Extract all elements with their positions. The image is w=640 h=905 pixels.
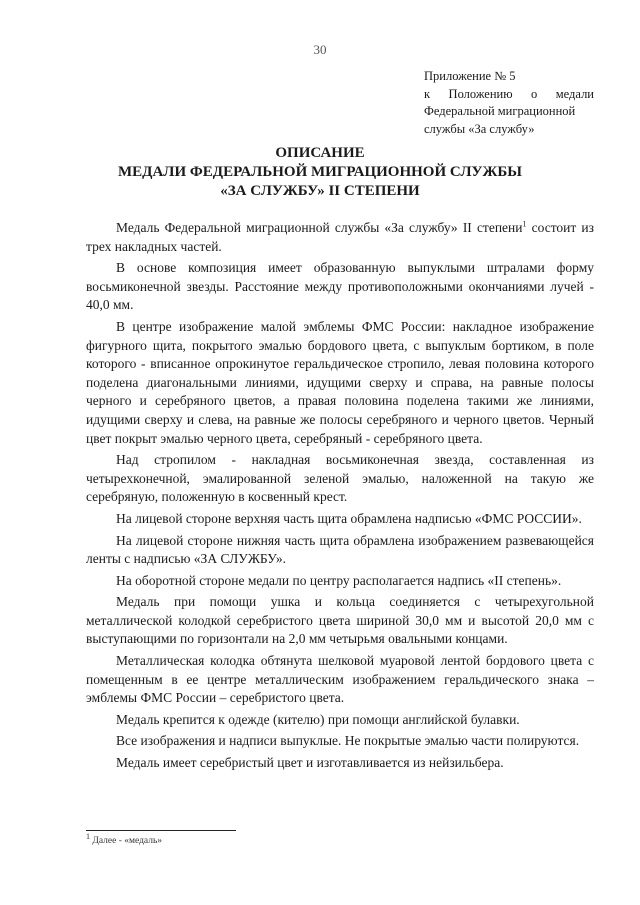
paragraph: Медаль при помощи ушка и кольца соединяется с четырехугольной металлической колодкой серебристого цвета шириной 30,0 мм и высотой 20,0 мм с выступающими по горизонтали на 2,0 мм четырьмя овальными концами. xyxy=(86,594,594,647)
footnote-text: Далее - «медаль» xyxy=(92,836,163,846)
paragraph-text: Медаль Федеральной миграционной службы «За службу» II степени xyxy=(116,220,523,235)
paragraph: Над стропилом - накладная восьмиконечная звезда, составленная из четырехконечной, эмалированной зеленой эмалью, наложенной на такую же серебряную, положенную в косвенный крест. xyxy=(86,452,594,505)
title-line: «ЗА СЛУЖБУ» II СТЕПЕНИ xyxy=(220,183,420,199)
document-body xyxy=(86,219,594,776)
footnote-mark: 1 xyxy=(86,831,90,841)
footnote-divider xyxy=(86,830,236,831)
appendix-line: Приложение № 5 xyxy=(424,69,516,83)
appendix-block xyxy=(424,68,594,138)
paragraph: На оборотной стороне медали по центру располагается надпись «II степень». xyxy=(116,572,562,588)
paragraph xyxy=(86,219,594,256)
paragraph-text: состоит из трех накладных частей. xyxy=(86,220,594,254)
paragraph: В основе композиция имеет образованную выпуклыми штралами форму восьмиконечной звезды. Расстояние между противоположными окончаниями лучей - 40,0 мм. xyxy=(86,260,594,313)
document-title xyxy=(40,144,600,201)
appendix-line: к Положению о медали xyxy=(424,86,594,101)
footnote-reference: 1 xyxy=(522,219,527,229)
title-line: ОПИСАНИЕ xyxy=(275,145,365,161)
appendix-line: службы «За службу» xyxy=(424,121,535,136)
paragraph: Все изображения и надписи выпуклые. Не покрытые эмалью части полируются. xyxy=(116,733,580,749)
paragraph: На лицевой стороне верхняя часть щита обрамлена надписью «ФМС РОССИИ». xyxy=(116,510,582,526)
paragraph: Металлическая колодка обтянута шелковой муаровой лентой бордового цвета с помещенным в ее центре металлическим изображением геральдического знака – эмблемы ФМС России – серебристого цвета. xyxy=(86,653,594,706)
paragraph: На лицевой стороне нижняя часть щита обрамлена изображением развевающейся ленты с надписью «ЗА СЛУЖБУ». xyxy=(86,532,594,567)
page-number: 30 xyxy=(313,42,327,57)
footnote xyxy=(86,831,163,846)
paragraph: В центре изображение малой эмблемы ФМС России: накладное изображение фигурного щита, покрытого эмалью бордового цвета, с выпуклым бортиком, в поле которого - вписанное опрокинутое геральдическое стропило, левая половина которого поделена диагональными линиями, идущими сверху и справа, на равные полосы черного и серебряного цветов, а правая половина поделена такими же линиями, идущими сверху и слева, на равные же полосы серебряного и черного цветов. Черный цвет покрыт эмалью черного цвета, серебряный - серебряного цвета. xyxy=(86,318,594,446)
paragraph: Медаль имеет серебристый цвет и изготавливается из нейзильбера. xyxy=(116,755,504,771)
appendix-line: Федеральной миграционной xyxy=(424,104,576,118)
title-line: МЕДАЛИ ФЕДЕРАЛЬНОЙ МИГРАЦИОННОЙ СЛУЖБЫ xyxy=(117,164,523,180)
paragraph: Медаль крепится к одежде (кителю) при помощи английской булавки. xyxy=(116,711,520,727)
